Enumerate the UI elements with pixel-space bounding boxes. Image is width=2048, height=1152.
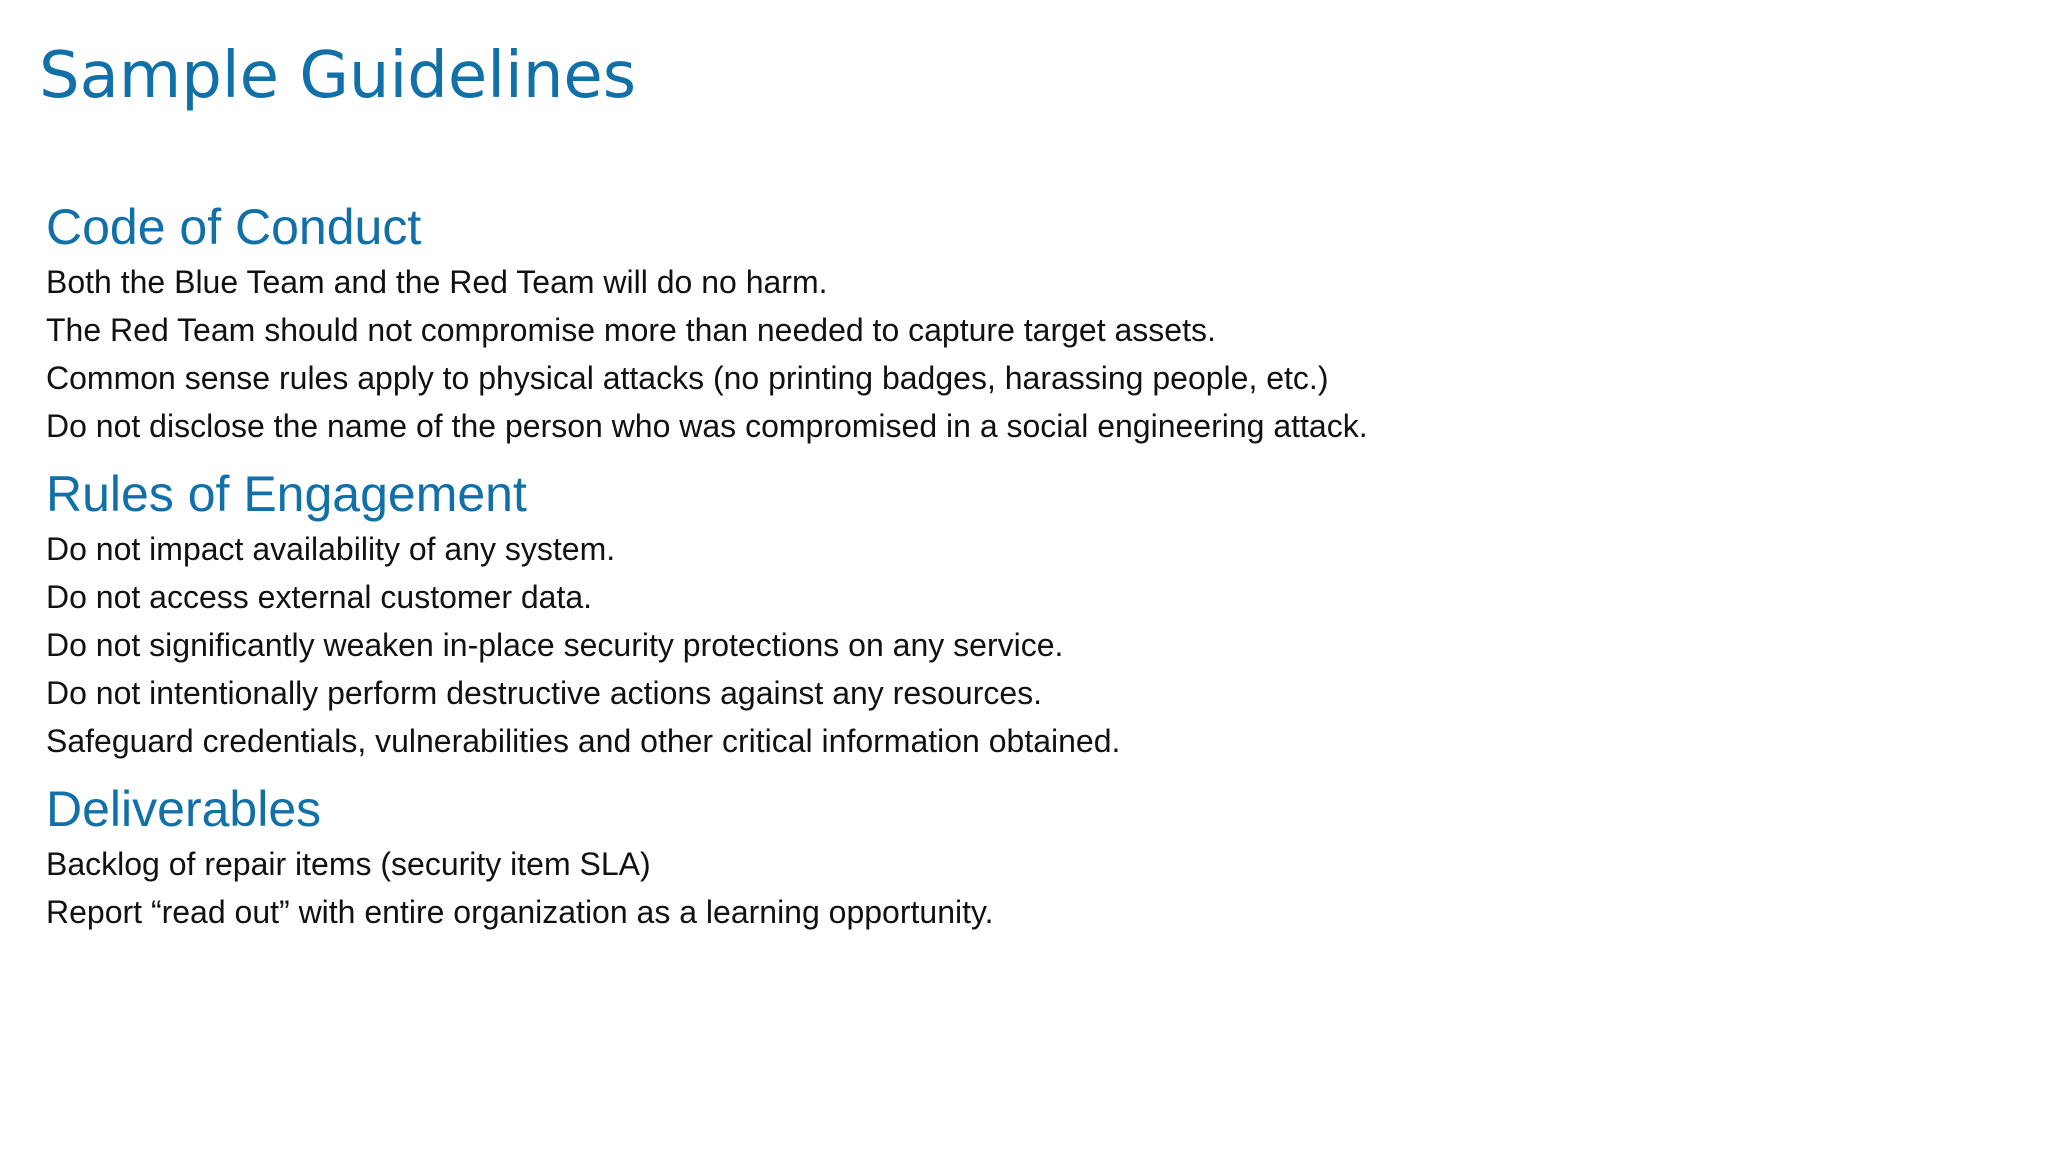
list-item: Do not disclose the name of the person who was compromised in a social engineering attack. xyxy=(46,408,1368,444)
list-item: Do not impact availability of any system. xyxy=(46,531,616,567)
section-heading: Rules of Engagement xyxy=(46,466,527,522)
list-item: Do not intentionally perform destructive actions against any resources. xyxy=(46,675,1043,711)
list-item: Report “read out” with entire organization as a learning opportunity. xyxy=(46,894,994,930)
slide-title: Sample Guidelines xyxy=(39,39,637,113)
section-rules-of-engagement xyxy=(46,463,1946,765)
section-list xyxy=(46,258,1946,450)
section-list xyxy=(46,840,1946,936)
list-item: Backlog of repair items (security item SLA) xyxy=(46,846,651,882)
list-item: Do not significantly weaken in-place security protections on any service. xyxy=(46,627,1064,663)
section-heading: Code of Conduct xyxy=(46,199,422,255)
list-item: Do not access external customer data. xyxy=(46,579,593,615)
section-list xyxy=(46,525,1946,765)
section-heading: Deliverables xyxy=(46,781,322,837)
list-item: Common sense rules apply to physical attacks (no printing badges, harassing people, etc.) xyxy=(46,360,1329,396)
section-code-of-conduct xyxy=(46,196,1946,450)
section-deliverables xyxy=(46,778,1946,936)
list-item: The Red Team should not compromise more than needed to capture target assets. xyxy=(46,312,1216,348)
list-item: Both the Blue Team and the Red Team will do no harm. xyxy=(46,264,828,300)
list-item: Safeguard credentials, vulnerabilities and other critical information obtained. xyxy=(46,723,1121,759)
slide-content xyxy=(46,196,1946,949)
